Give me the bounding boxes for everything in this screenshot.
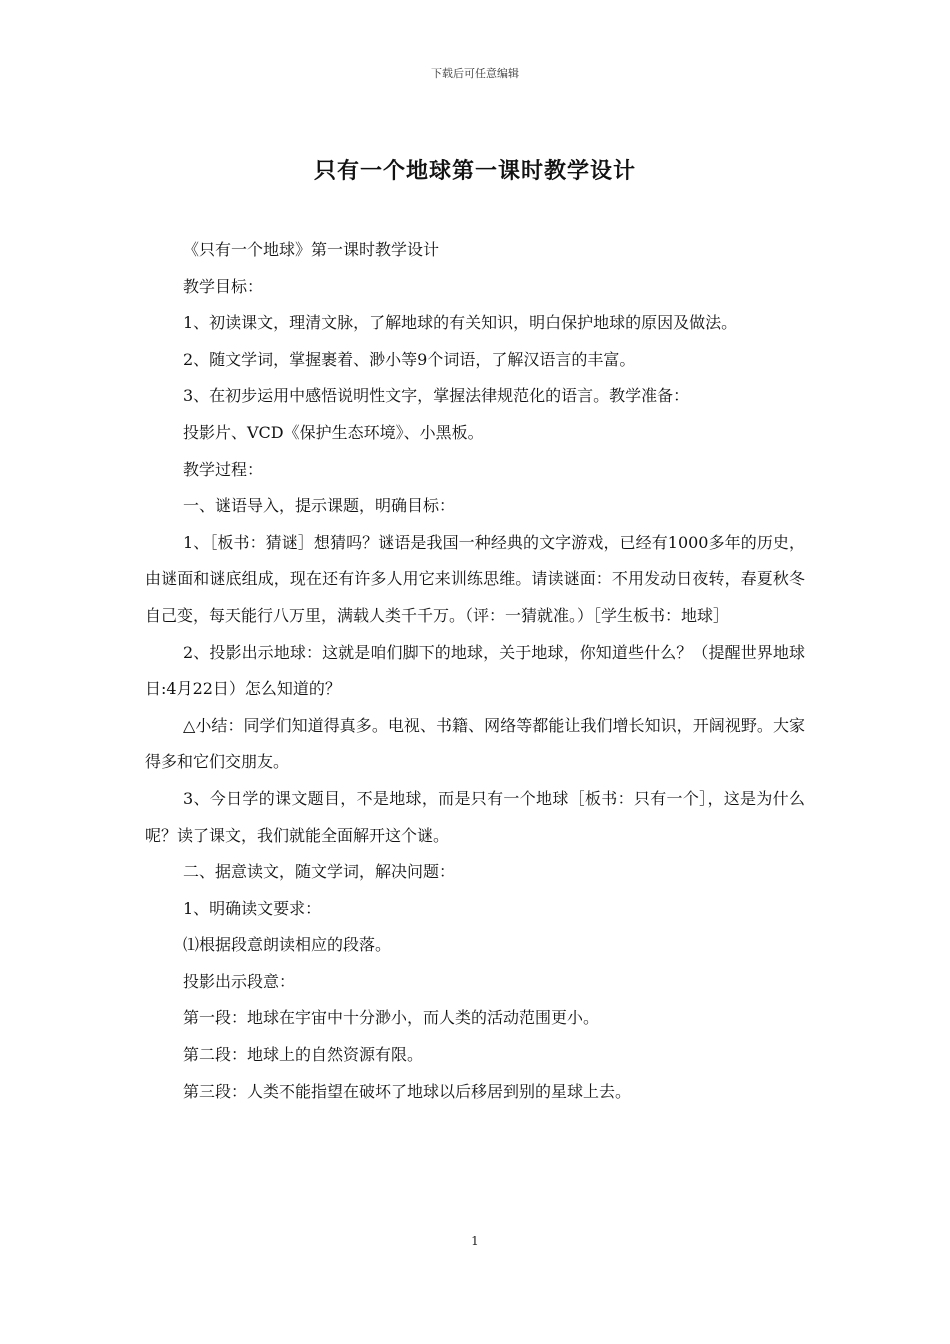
running-header: 下载后可任意编辑 [431, 67, 519, 80]
section-heading-objectives: 教学目标： [183, 276, 264, 296]
reading-requirement: ⑴根据段意朗读相应的段落。 [183, 935, 392, 955]
summary-paragraph: △小结：同学们知道得真多。电视、书籍、网络等都能让我们增长知识，开阔视野。大家得多和它们交朋友。 [145, 715, 805, 772]
document-title: 只有一个地球第一课时教学设计 [313, 158, 636, 184]
subtitle-paragraph: 《只有一个地球》第一课时教学设计 [183, 240, 440, 259]
step-one-item-1: 1、［板书：猜谜］想猜吗？谜语是我国一种经典的文字游戏，已经有1000多年的历史，由谜面和谜底组成，现在还有许多人用它来训练思维。请读谜面：不用发动日夜转，春夏秋冬自己变，每天能行八万里，满载人类千千万。（评：一猜就准。）［学生板书：地球］ [145, 532, 805, 625]
document-body [145, 232, 805, 1110]
objective-3-paragraph: 3、在初步运用中感悟说明性文字，掌握法律规范化的语言。教学准备： [183, 386, 690, 406]
step-one-heading: 一、谜语导入，提示课题，明确目标： [183, 496, 456, 516]
materials-paragraph: 投影片、VCD《保护生态环境》、小黑板。 [183, 422, 484, 442]
section-summary-3: 第三段：人类不能指望在破坏了地球以后移居到别的星球上去。 [183, 1081, 632, 1101]
step-one-item-2: 2、投影出示地球：这就是咱们脚下的地球，关于地球，你知道些什么？（提醒世界地球日:4月22日）怎么知道的？ [145, 642, 805, 699]
objective-1-paragraph: 1、初读课文，理清文脉，了解地球的有关知识，明白保护地球的原因及做法。 [183, 313, 738, 333]
page-number: 1 [471, 1234, 479, 1248]
section-heading-process: 教学过程： [183, 459, 264, 479]
step-two-heading: 二、据意读文，随文学词，解决问题： [183, 862, 456, 882]
objective-2-paragraph: 2、随文学词，掌握裹着、渺小等9个词语，了解汉语言的丰富。 [183, 349, 636, 369]
step-one-item-3: 3、今日学的课文题目，不是地球，而是只有一个地球［板书：只有一个］，这是为什么呢？读了课文，我们就能全面解开这个谜。 [145, 788, 805, 845]
projection-heading: 投影出示段意： [183, 971, 296, 991]
step-two-item-1: 1、明确读文要求： [183, 898, 322, 918]
section-summary-1: 第一段：地球在宇宙中十分渺小，而人类的活动范围更小。 [183, 1008, 600, 1028]
section-summary-2: 第二段：地球上的自然资源有限。 [183, 1045, 424, 1065]
